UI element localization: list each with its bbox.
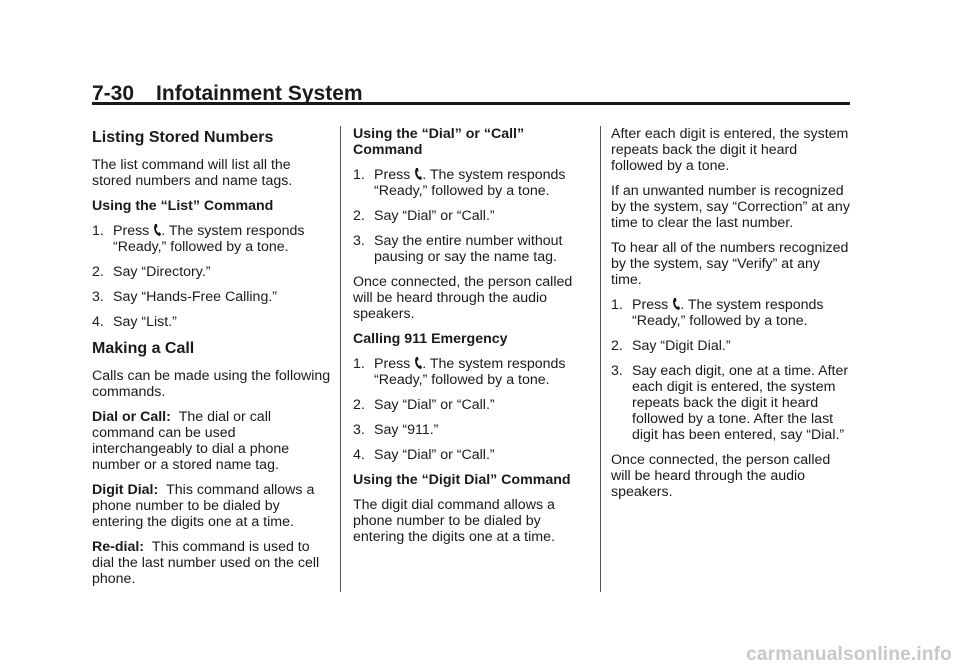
definition-term: Dial or Call: [92, 409, 171, 425]
step-number: 3. [611, 363, 623, 379]
definition [92, 482, 332, 530]
paragraph: The list command will list all the stored numbers and name tags. [92, 157, 293, 189]
step-text: Say “Dial” or “Call.” [374, 208, 495, 224]
section-heading: Making a Call [92, 340, 195, 357]
subheading: Using the “List” Command [92, 198, 274, 214]
step-number: 3. [353, 233, 365, 249]
paragraph: The digit dial command allows a phone number to be dialed by entering the digits one at a time. [353, 497, 555, 545]
paragraph: After each digit is entered, the system repeats back the digit it heard followed by a tone. [611, 126, 849, 174]
column-3 [611, 126, 851, 509]
list-item [92, 264, 332, 280]
list-item [353, 422, 593, 438]
step-number: 2. [611, 338, 623, 354]
step-number: 2. [92, 264, 104, 280]
section-title: Infotainment System [156, 82, 363, 105]
definition [92, 409, 332, 473]
list-item [353, 356, 593, 388]
step-text: Press [113, 223, 154, 239]
subheading: Using the “Digit Dial” Command [353, 472, 571, 488]
step-text: . The system responds “Ready,” followed by a tone. [374, 356, 566, 388]
section-heading: Listing Stored Numbers [92, 129, 274, 146]
step-text: Say “List.” [113, 314, 177, 330]
paragraph: To hear all of the numbers recognized by the system, say “Verify” at any time. [611, 240, 849, 288]
paragraph: Once connected, the person called will be heard through the audio speakers. [353, 274, 573, 322]
header-rule [92, 102, 850, 105]
step-number: 3. [353, 422, 365, 438]
subheading: Using the “Dial” or “Call” Command [353, 126, 525, 158]
definition-text: The dial or call command can be used interchangeably to dial a phone number or a stored name tag. [92, 409, 290, 473]
definition-term: Re-dial: [92, 539, 145, 555]
paragraph: Once connected, the person called will be heard through the audio speakers. [611, 452, 831, 500]
step-text: Say “Dial” or “Call.” [374, 397, 495, 413]
step-number: 1. [353, 167, 365, 183]
step-text: Say each digit, one at a time. After each digit is entered, the system repeats back the digit it heard followed by a tone. After the last digit has been entered, say “Dial.” [632, 363, 849, 443]
list-item [353, 447, 593, 463]
definition-text: This command allows a phone number to be dialed by entering the digits one at a time. [92, 482, 315, 530]
list-item [92, 314, 332, 330]
list-item [353, 167, 593, 199]
step-number: 1. [353, 356, 365, 372]
step-text: . The system responds “Ready,” followed by a tone. [632, 297, 824, 329]
step-number: 3. [92, 289, 104, 305]
column-1 [92, 126, 332, 596]
step-number: 1. [92, 223, 104, 239]
step-number: 2. [353, 397, 365, 413]
page-number: 7-30 [92, 82, 135, 105]
step-text: Say “Dial” or “Call.” [374, 447, 495, 463]
list-item [611, 363, 851, 443]
column-divider [340, 126, 341, 592]
list-item [353, 233, 593, 265]
step-text: Press [374, 356, 415, 372]
step-number: 1. [611, 297, 623, 313]
definition [92, 539, 332, 587]
step-text: Say “911.” [374, 422, 439, 438]
list-item [92, 223, 332, 255]
step-number: 4. [92, 314, 104, 330]
definition-text: This command is used to dial the last number used on the cell phone. [92, 539, 320, 587]
list-item [353, 397, 593, 413]
list-item [611, 297, 851, 329]
column-2 [353, 126, 593, 554]
watermark: carmanualsonline.info [746, 644, 952, 665]
step-text: Press [374, 167, 415, 183]
list-item [353, 208, 593, 224]
paragraph: If an unwanted number is recognized by the system, say “Correction” at any time to clear the last number. [611, 183, 850, 231]
list-item [92, 289, 332, 305]
step-text: . The system responds “Ready,” followed by a tone. [374, 167, 566, 199]
list-item [611, 338, 851, 354]
subheading: Calling 911 Emergency [353, 331, 508, 347]
column-divider [600, 126, 601, 592]
step-text: Say the entire number without pausing or say the name tag. [374, 233, 563, 265]
step-number: 4. [353, 447, 365, 463]
step-text: Say “Directory.” [113, 264, 211, 280]
step-text: Say “Digit Dial.” [632, 338, 731, 354]
step-number: 2. [353, 208, 365, 224]
step-text: Say “Hands-Free Calling.” [113, 289, 278, 305]
definition-term: Digit Dial: [92, 482, 159, 498]
paragraph: Calls can be made using the following commands. [92, 368, 331, 400]
step-text: Press [632, 297, 673, 313]
step-text: . The system responds “Ready,” followed by a tone. [113, 223, 305, 255]
